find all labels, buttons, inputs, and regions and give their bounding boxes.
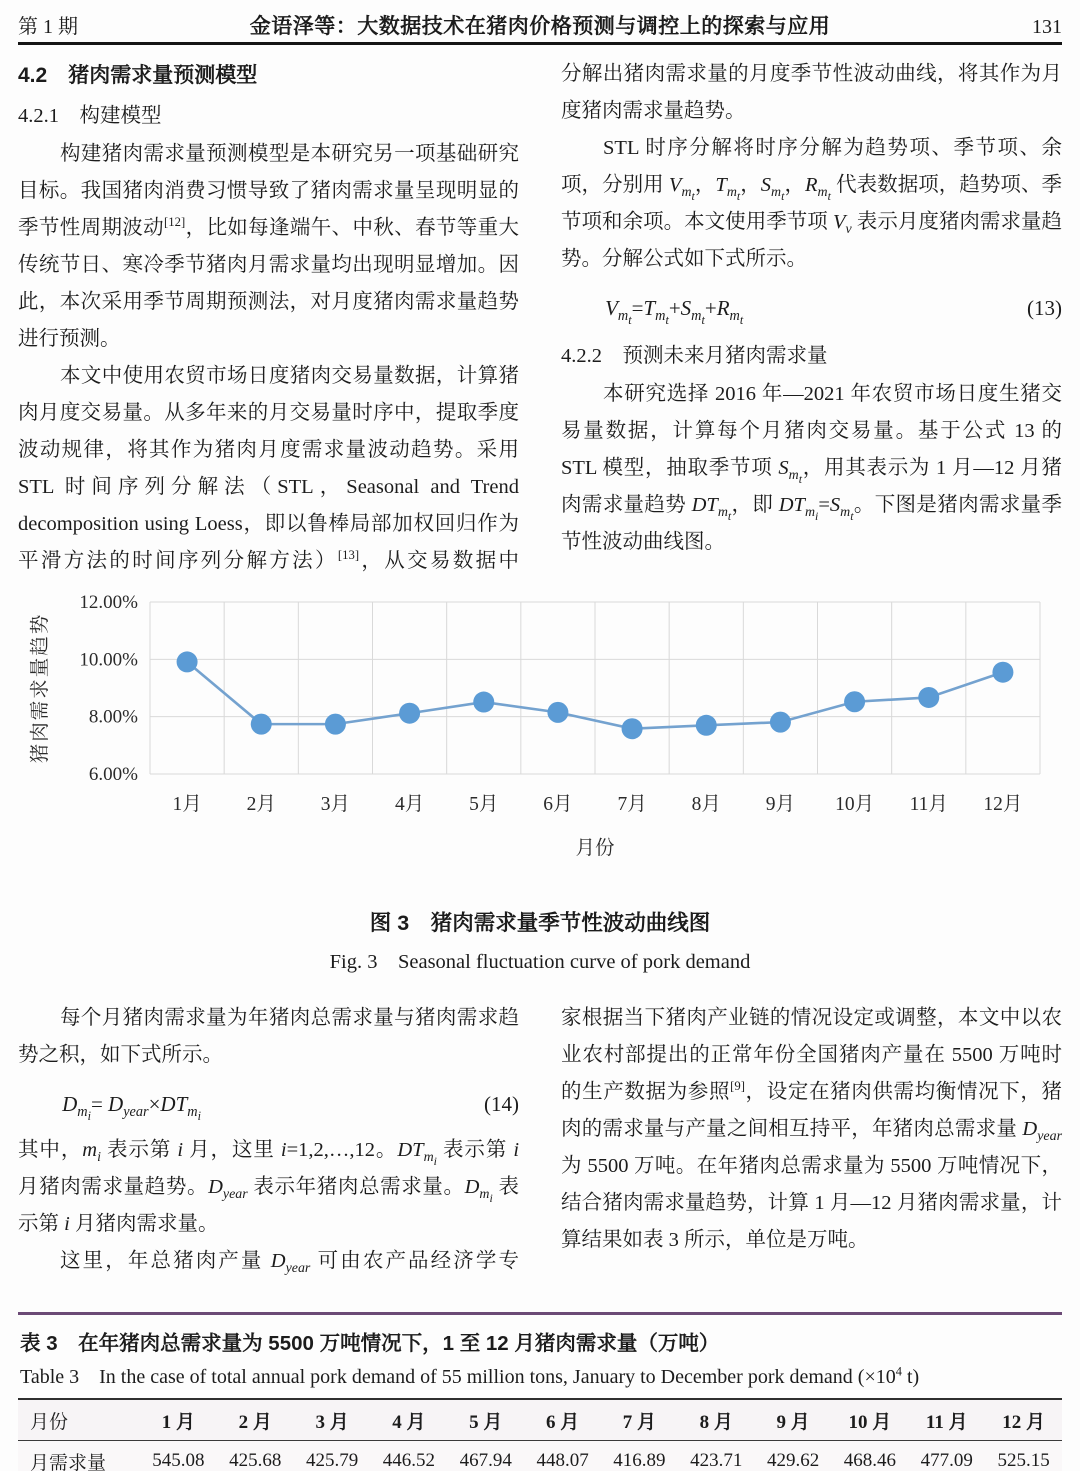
left-column-top — [18, 56, 519, 580]
paragraph-forecast-data: 本研究选择 2016 年—2021 年农贸市场日度生猪交易量数据，计算每个月猪肉交易量。基于公式 13 的 STL 模型，抽取季节项 $S_{m_t}$，用其表示为 1 月—12 月猪肉需求量趋势 $DT_{m_t}$，即 $DT_{m_i}=S_{m_t}$。下图是猪肉需求量季节性波动曲线图。 — [561, 383, 1063, 553]
equation-13 — [561, 293, 1062, 328]
subsection-heading-4-2-1: 4.2.1 构建模型 — [18, 105, 162, 127]
svg-text:12月: 12月 — [983, 794, 1023, 815]
chart-y-tick-labels — [79, 592, 138, 785]
running-head — [18, 10, 1062, 40]
data-point — [325, 714, 346, 735]
svg-text:8月: 8月 — [691, 794, 721, 815]
svg-text:2月: 2月 — [246, 794, 276, 815]
body-columns-bottom — [18, 1000, 1062, 1280]
svg-text:7月: 7月 — [617, 794, 647, 815]
data-point — [177, 651, 198, 672]
left-column-bottom — [18, 1000, 519, 1280]
right-column-top — [561, 56, 1062, 580]
table-row-label: 月需求量 — [30, 1452, 107, 1471]
data-point — [844, 691, 865, 712]
equation-14-number: (14) — [484, 1092, 519, 1116]
table-header-cell: 5 月 — [469, 1411, 503, 1433]
svg-text:9月: 9月 — [765, 794, 796, 815]
chart-gridlines — [150, 602, 1040, 774]
table-value-row — [18, 1441, 1062, 1471]
equation-13-body: $V_{m_t}=T_{m_t}+S_{m_t}+R_{m_t}$ — [605, 296, 744, 328]
table-header-cell: 8 月 — [699, 1411, 733, 1433]
section-heading-4-2: 4.2 猪肉需求量预测模型 — [18, 64, 258, 87]
paragraph-symbol-definitions: 其中，$m_i$ 表示第 i 月，这里 i=1,2,…,12。$DT_{m_i}$ 表示第 i 月猪肉需求量趋势。$D_{year}$ 表示年猪肉总需求量。$D_{m_i}$ 表示第 i 月猪肉需求量。 — [18, 1139, 520, 1235]
data-point — [696, 715, 717, 736]
equation-14-body: $D_{m_i}= D_{year}\times DT_{m_i}$ — [62, 1092, 201, 1124]
paragraph-dyear-intro: 这里，年总猪肉产量 $D_{year}$ 可由农产品经济学专 — [60, 1250, 520, 1277]
seasonal-fluctuation-line-chart — [20, 584, 1060, 884]
table-header-cell: 2 月 — [238, 1411, 272, 1433]
data-point — [918, 687, 939, 708]
subsection-heading-4-2-2: 4.2.2 预测未来月猪肉需求量 — [561, 345, 828, 367]
issue-label: 第 1 期 — [18, 16, 78, 38]
data-point — [251, 714, 272, 735]
svg-text:8.00%: 8.00% — [88, 706, 138, 728]
table-header-cell: 10 月 — [848, 1411, 892, 1433]
svg-text:11月: 11月 — [909, 794, 948, 815]
data-point — [473, 692, 494, 713]
svg-text:10.00%: 10.00% — [79, 649, 138, 671]
equation-13-number: (13) — [1027, 296, 1062, 320]
table-value-cell: 423.71 — [690, 1450, 743, 1471]
table-value-cell: 429.62 — [766, 1450, 820, 1471]
paragraph-stl-continued: 分解出猪肉需求量的月度季节性波动曲线，将其作为月度猪肉需求量趋势。 — [561, 63, 1062, 122]
table-value-cell: 525.15 — [997, 1450, 1050, 1471]
svg-text:4月: 4月 — [394, 794, 425, 815]
table-value-cell: 467.94 — [459, 1450, 512, 1471]
table-corner-label: 月份 — [30, 1411, 69, 1433]
table-3 — [18, 1312, 1062, 1471]
table-header-cell: 3 月 — [315, 1411, 349, 1433]
data-point — [770, 712, 791, 733]
figure-3-caption-zh: 图 3 猪肉需求量季节性波动曲线图 — [369, 911, 711, 935]
table-value-cell: 446.52 — [382, 1450, 436, 1471]
table-value-cell: 468.46 — [843, 1450, 897, 1471]
table-value-cell: 425.68 — [229, 1450, 282, 1471]
table-header-cell: 4 月 — [392, 1411, 426, 1433]
right-column-bottom — [561, 1000, 1062, 1280]
data-point — [547, 702, 568, 723]
table-value-cell: 545.08 — [152, 1450, 205, 1471]
chart-x-tick-labels — [172, 794, 1022, 815]
paragraph-dyear-continued: 家根据当下猪肉产业链的情况设定或调整，本文中以农业农村部提出的正常年份全国猪肉产量在 5500 万吨时的生产数据为参照[9]，设定在猪肉供需均衡情况下，猪肉的需求量与产量之间相互持平，年猪肉总需求量 $D_{year}$ 为 5500 万吨。在年猪肉总需求量为 5500 万吨情况下，结合猪肉需求量趋势，计算 1 月—12 月猪肉需求量，计算结果如表 3 所示，单位是万吨。 — [561, 1007, 1062, 1251]
table-header-cell: 9 月 — [776, 1411, 810, 1433]
svg-text:12.00%: 12.00% — [79, 592, 138, 613]
table-value-cell: 448.07 — [536, 1450, 589, 1471]
svg-text:1月: 1月 — [172, 794, 202, 815]
table-header-cell: 11 月 — [925, 1411, 968, 1433]
body-columns-top — [18, 56, 1062, 580]
svg-text:6.00%: 6.00% — [88, 764, 138, 785]
table-header-cell: 12 月 — [1002, 1411, 1045, 1433]
chart-x-axis-title: 月份 — [575, 838, 615, 859]
paragraph-stl-terms: STL 时序分解将时序分解为趋势项、季节项、余项，分别用 $V_{m_t}$，$T_{m_t}$，$S_{m_t}$，$R_{m_t}$ 代表数据项，趋势项、季节项和余项。本文使用季节项 $V_v$ 表示月度猪肉需求量趋势。分解公式如下式所示。 — [561, 137, 1063, 270]
chart-y-axis-title: 猪肉需求量趋势 — [30, 612, 51, 764]
figure-3-chart — [20, 584, 1060, 884]
data-point — [399, 703, 420, 724]
figure-3-caption-en: Fig. 3 Seasonal fluctuation curve of pork demand — [329, 951, 751, 973]
paragraph-monthly-demand: 每个月猪肉需求量为年猪肉总需求量与猪肉需求趋势之积，如下式所示。 — [18, 1007, 519, 1066]
header-rule — [18, 42, 1062, 45]
equation-14 — [18, 1089, 519, 1124]
page-number: 131 — [1032, 16, 1062, 38]
paragraph-model-goal: 构建猪肉需求量预测模型是本研究另一项基础研究目标。我国猪肉消费习惯导致了猪肉需求量呈现明显的季节性周期波动[12]，比如每逢端午、中秋、春节等重大传统节日、寒冷季节猪肉月需求量均出现明显增加。因此，本次采用季节周期预测法，对月度猪肉需求量趋势进行预测。 — [18, 143, 520, 350]
table-value-cell: 477.09 — [920, 1450, 973, 1471]
table-header-cell: 7 月 — [622, 1411, 657, 1433]
svg-text:10月: 10月 — [835, 794, 875, 815]
table-3-caption-en: Table 3 In the case of total annual pork demand of 55 million tons, January to December pork demand ($\times 10^4$ t) — [20, 1364, 920, 1388]
table-header-row — [18, 1398, 1062, 1441]
table-value-cell: 416.89 — [613, 1450, 666, 1471]
table-3-caption-zh: 表 3 在年猪肉总需求量为 5500 万吨情况下，1 至 12 月猪肉需求量（万吨） — [20, 1332, 720, 1355]
svg-text:5月: 5月 — [469, 794, 499, 815]
svg-text:6月: 6月 — [543, 794, 573, 815]
table-header-cell: 6 月 — [545, 1411, 580, 1433]
data-point — [622, 718, 643, 739]
table-header-cell: 1 月 — [161, 1411, 196, 1433]
svg-text:3月: 3月 — [320, 794, 351, 815]
paragraph-stl-method: 本文中使用农贸市场日度猪肉交易量数据，计算猪肉月度交易量。从多年来的月交易量时序中，提取季度波动规律，将其作为猪肉月度需求量波动趋势。采用 STL 时间序列分解法（STL，Seasonal and Trend decomposition using Loess，即以鲁棒局部加权回归作为平滑方法的时间序列分解方法）[13]，从交易数据中 — [18, 365, 520, 572]
data-point — [992, 662, 1013, 683]
table-value-cell: 425.79 — [305, 1450, 359, 1471]
running-title: 金语泽等：大数据技术在猪肉价格预测与调控上的探索与应用 — [249, 15, 831, 38]
